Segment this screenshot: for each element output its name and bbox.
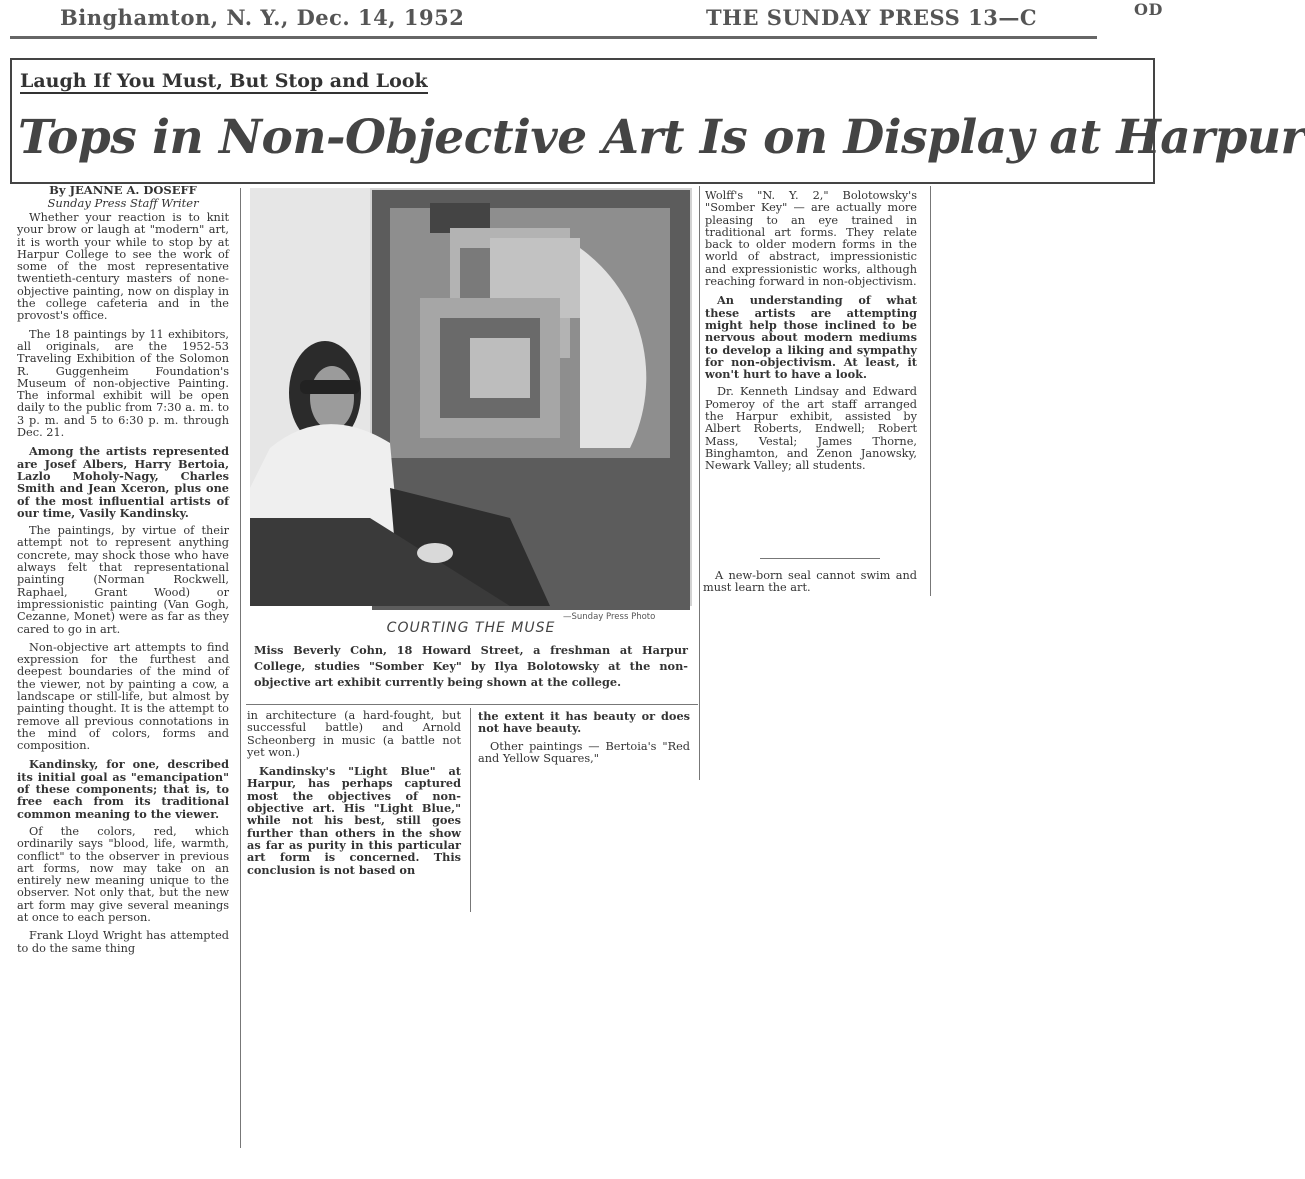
paragraph: Among the artists represented are Josef Albers, Harry Bertoia, Lazlo Moholy-Nagy, Charles Smith and Jean Xceron, plus one of the most influential artists of our time, Vasily Kandinsky. xyxy=(17,444,229,520)
column-divider xyxy=(699,186,700,780)
paragraph: Wolff's "N. Y. 2," Bolotowsky's "Somber Key" — are actually more pleasing to an eye trained in traditional art forms. They relate back to older modern forms in the world of abstract, impressionistic and expressionistic works, although reaching forward in non-objectivism. xyxy=(705,189,917,289)
paragraph: in architecture (a hard-fought, but successful battle) and Arnold Scheonberg in music (a battle not yet won.) xyxy=(247,709,461,759)
dateline: Binghamton, N. Y., Dec. 14, 1952 xyxy=(60,5,465,30)
page-folio: THE SUNDAY PRESS 13—C xyxy=(706,5,1038,30)
paragraph: The paintings, by virtue of their attempt not to represent anything concrete, may shock those who have always felt that representational painting (Norman Rockwell, Raphael, Grant Wood) or impressionistic painting (Van Gogh, Cezanne, Monet) were as far as they cared to go in art. xyxy=(17,524,229,636)
column-divider xyxy=(470,708,471,912)
column-divider xyxy=(930,186,931,596)
paragraph: Other paintings — Bertoia's "Red and Yellow Squares," xyxy=(478,739,690,765)
article-column-4 xyxy=(705,190,917,479)
byline-title: Sunday Press Staff Writer xyxy=(47,196,199,210)
paragraph: The 18 paintings by 11 exhibitors, all originals, are the 1952-53 Traveling Exhibition of the Solomon R. Guggenheim Foundation's Museum of non-objective Painting. The informal exhibit will be open daily to the public from 7:30 a. m. to 3 p. m. and 5 to 6:30 p. m. through Dec. 21. xyxy=(17,327,229,440)
paragraph: Whether your reaction is to knit your brow or laugh at "modern" art, it is worth your while to stop by at Harpur College to see the work of some of the most representative twentieth-century masters of none-objective painting, now on display in the college cafeteria and in the provost's office. xyxy=(17,211,229,323)
edge-fragment: OD xyxy=(1134,0,1163,19)
filler-text: A new-born seal cannot swim and must learn the art. xyxy=(703,569,917,595)
paragraph: Kandinsky's "Light Blue" at Harpur, has perhaps captured most the objectives of non-objective art. His "Light Blue," while not his best, still goes further than others in the show as far as purity in this particular art form is concerned. This conclusion is not based on xyxy=(247,764,461,877)
article-column-3 xyxy=(478,710,690,771)
kicker: Laugh If You Must, But Stop and Look xyxy=(20,70,428,92)
column-divider xyxy=(240,188,241,1148)
article-column-1 xyxy=(17,184,229,961)
news-photo xyxy=(250,188,692,606)
photo-illustration xyxy=(250,188,692,606)
paragraph: Dr. Kenneth Lindsay and Edward Pomeroy of the art staff arranged the Harpur exhibit, assisted by Albert Roberts, Endwell; Robert Mass, Vestal; James Thorne, Binghamton, and Zenon Janowsky, Newark Valley; all students. xyxy=(705,385,917,473)
article-column-2 xyxy=(247,710,461,882)
photo-credit: —Sunday Press Photo xyxy=(563,612,656,622)
paragraph: Frank Lloyd Wright has attempted to do the same thing xyxy=(17,929,229,955)
filler-rule xyxy=(760,558,880,559)
byline: By JEANNE A. DOSEFF xyxy=(49,183,197,197)
paragraph: Non-objective art attempts to find expression for the furthest and deepest boundaries of the mind of the viewer, not by painting a cow, a landscape or still-life, but almost by painting thought. It is the attempt to remove all previous connotations in the mind of colors, forms and composition. xyxy=(17,640,229,753)
paragraph: Of the colors, red, which ordinarily says "blood, life, warmth, conflict" to the observer in previous art forms, now may take on an entirely new meaning unique to the observer. Not only that, but the new art form may give several meanings at once to each person. xyxy=(17,824,229,925)
headline: Tops in Non-Objective Art Is on Display at Harpur xyxy=(18,110,1305,165)
paragraph: the extent it has beauty or does not have beauty. xyxy=(478,709,690,736)
caption-title: COURTING THE MUSE xyxy=(386,620,556,636)
paragraph: An understanding of what these artists are attempting might help those inclined to be nervous about modern mediums to develop a liking and sympathy for non-objectivism. At least, it won't hurt to have a look. xyxy=(705,293,917,382)
photo-caption: Miss Beverly Cohn, 18 Howard Street, a freshman at Harpur College, studies "Somber Key" by Ilya Bolotowsky at the non-objective art exhibit currently being shown at the college. xyxy=(254,643,688,689)
caption-rule xyxy=(246,704,698,705)
paragraph: Kandinsky, for one, described its initial goal as "emancipation" of these components; that is, to free each from its traditional common meaning to the viewer. xyxy=(17,757,229,821)
folio-rule xyxy=(10,36,1097,39)
filler-item xyxy=(703,570,917,601)
